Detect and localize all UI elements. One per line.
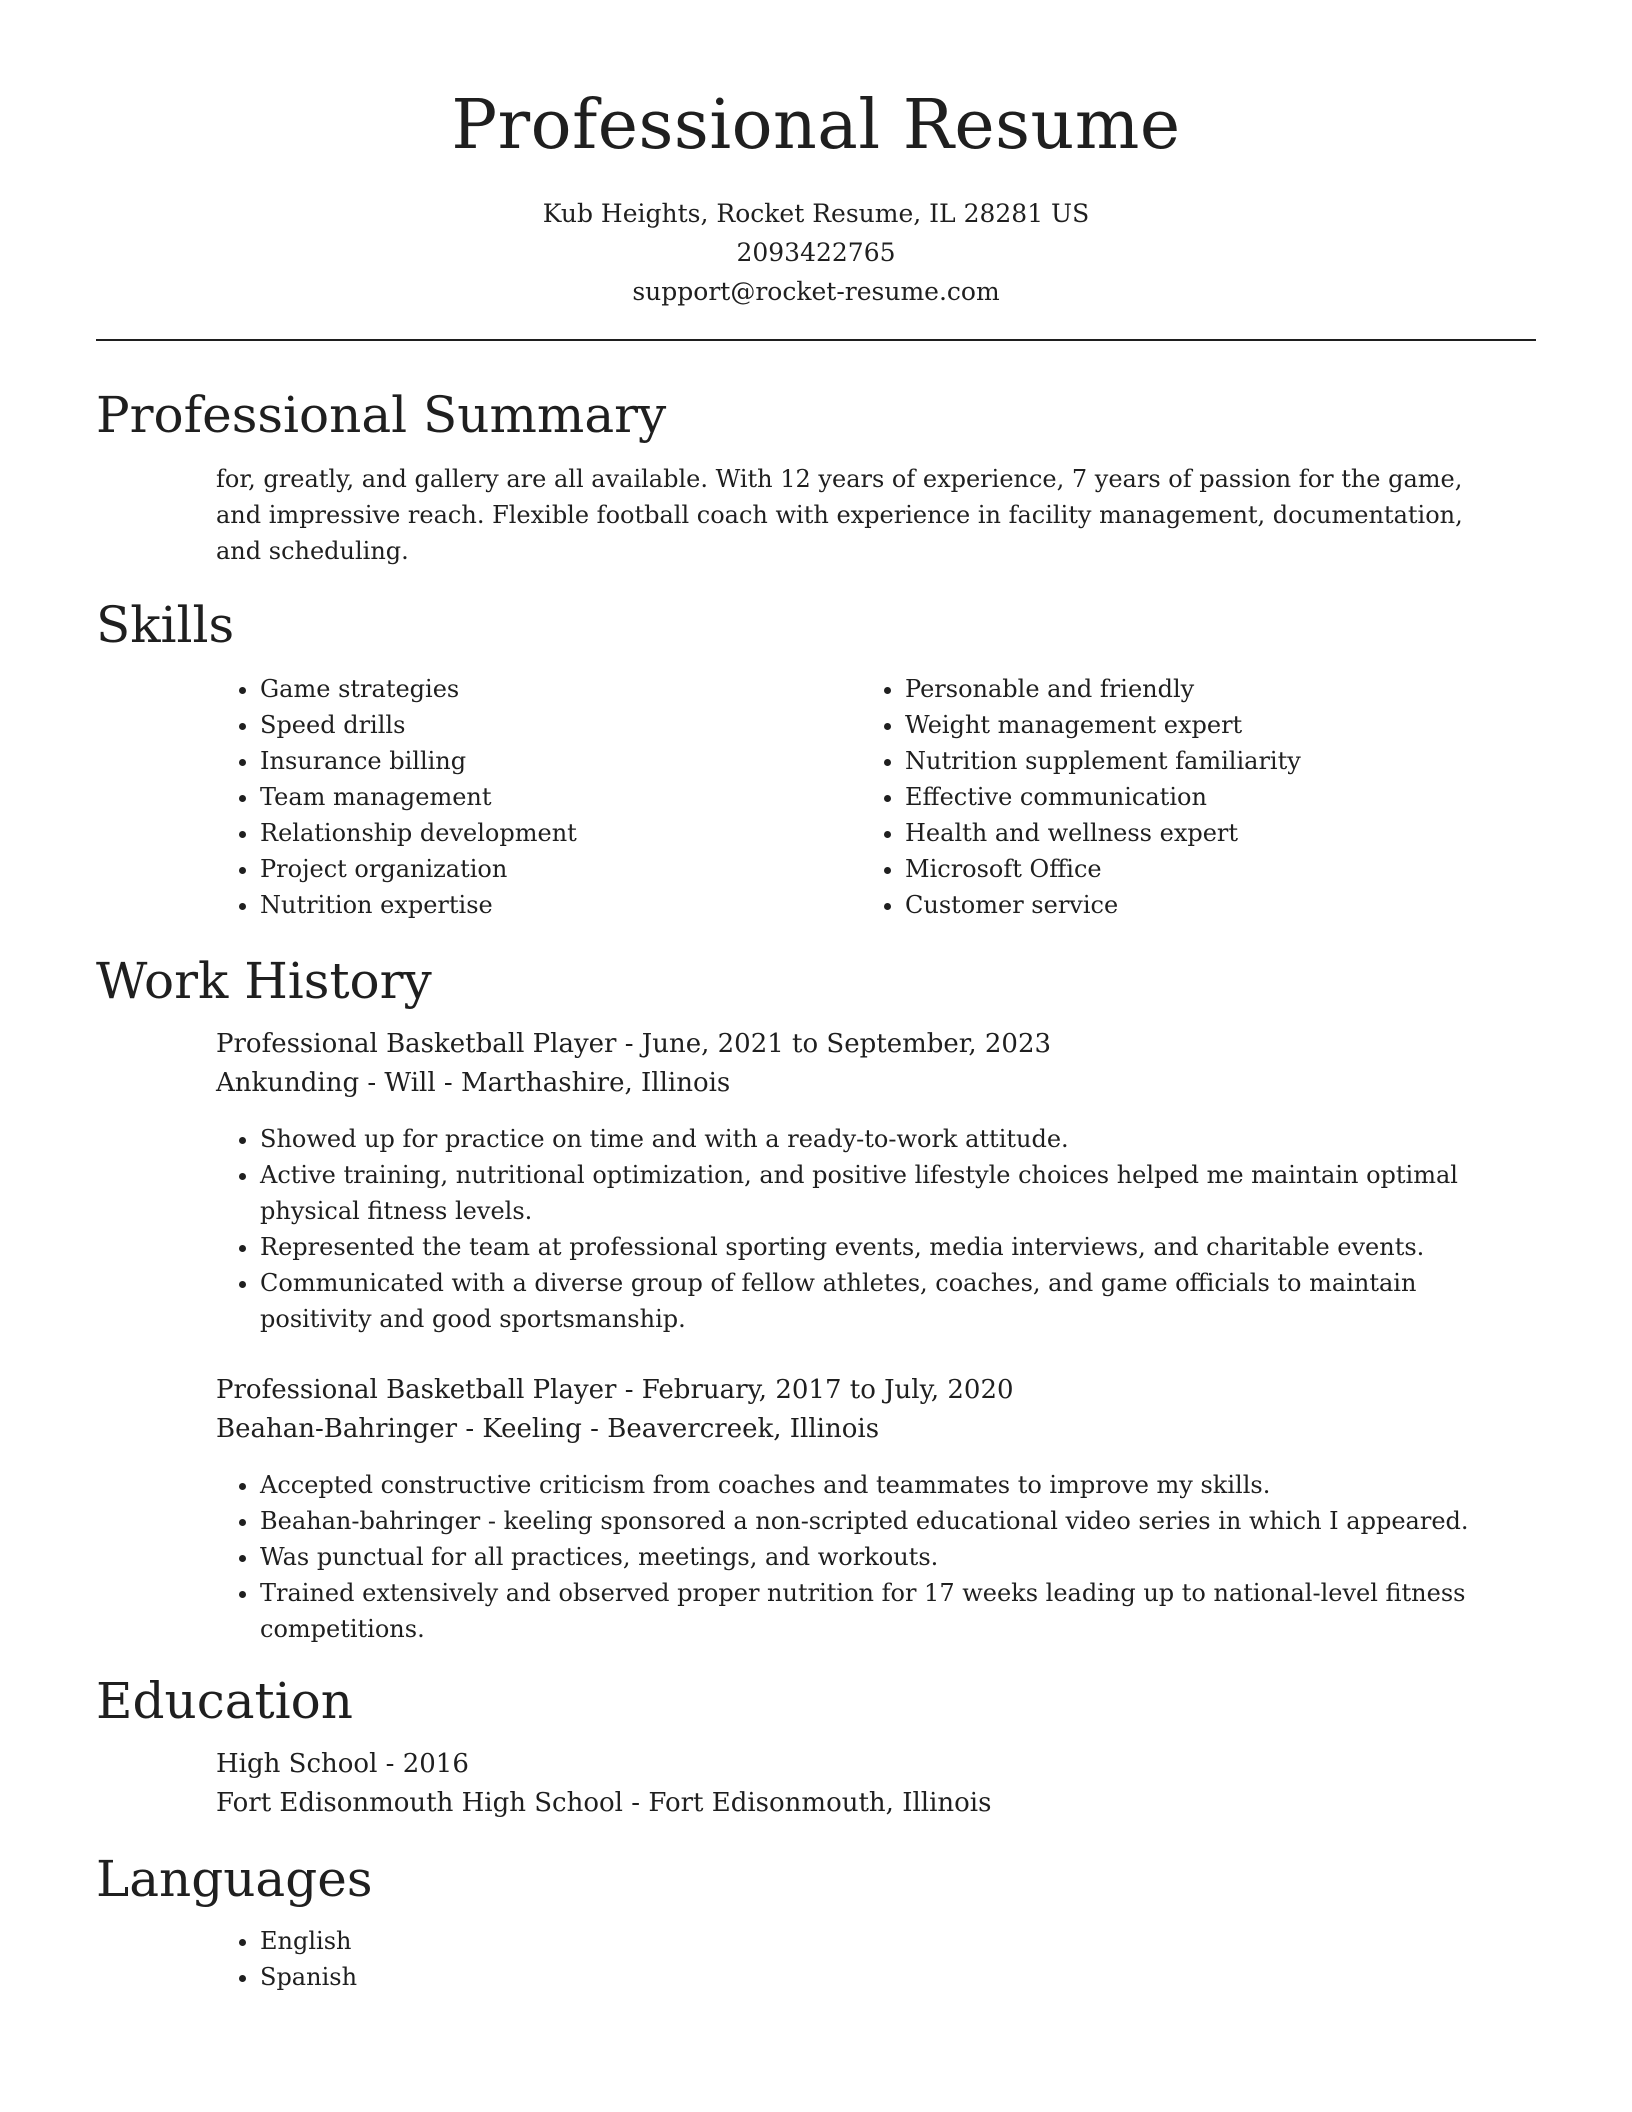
separator: -	[581, 1414, 608, 1444]
skill-item: • Game strategies	[260, 671, 861, 707]
skills-list-left	[216, 671, 861, 923]
skills-heading: Skills	[96, 596, 235, 654]
education-school-line	[216, 1784, 1506, 1823]
education-location: Fort Edisonmouth, Illinois	[648, 1788, 992, 1818]
resume-page	[96, 0, 1536, 2112]
education-school: Fort Edisonmouth High School	[216, 1788, 623, 1818]
resume-header	[96, 0, 1536, 311]
education-year: 2016	[402, 1749, 469, 1779]
job-position: Professional Basketball Player	[216, 1029, 617, 1059]
job-bullet: • Was punctual for all practices, meetings, and workouts.	[260, 1539, 1506, 1575]
skill-item: • Effective communication	[905, 779, 1506, 815]
education-entry	[216, 1745, 1506, 1823]
job-bullet: • Active training, nutritional optimization, and positive lifestyle choices helped me maintain optimal physical fitness levels.	[260, 1157, 1506, 1229]
summary-text: for, greatly, and gallery are all available. With 12 years of experience, 7 years of passion for the game, and impressive reach. Flexible football coach with experience in facility management, documentation, and scheduling.	[216, 465, 1463, 565]
languages-section	[96, 1847, 1536, 1995]
job-dates: June, 2021 to September, 2023	[641, 1029, 1052, 1059]
skill-item: • Customer service	[905, 887, 1506, 923]
languages-list	[216, 1923, 1506, 1995]
job-bullet: • Accepted constructive criticism from coaches and teammates to improve my skills.	[260, 1467, 1506, 1503]
skills-section	[96, 593, 1536, 923]
job-dates: February, 2017 to July, 2020	[641, 1375, 1014, 1405]
language-item: • Spanish	[260, 1959, 1506, 1995]
education-degree-line	[216, 1745, 1506, 1784]
summary-heading: Professional Summary	[96, 386, 667, 444]
job-company-line	[216, 1410, 1506, 1449]
skill-item: • Microsoft Office	[905, 851, 1506, 887]
skill-item: • Nutrition expertise	[260, 887, 861, 923]
address: Kub Heights, Rocket Resume, IL 28281 US	[542, 199, 1090, 228]
separator: -	[435, 1068, 461, 1098]
job-bullet: • Represented the team at professional sporting events, media interviews, and charitable events.	[260, 1229, 1506, 1265]
language-item: • English	[260, 1923, 1506, 1959]
job-company: Ankunding - Will	[216, 1068, 436, 1098]
skill-item: • Project organization	[260, 851, 861, 887]
contact-block	[96, 194, 1536, 311]
separator: -	[616, 1029, 642, 1059]
skills-list-right	[861, 671, 1506, 923]
job-bullet: • Trained extensively and observed proper nutrition for 17 weeks leading up to national-level fitness competitions.	[260, 1575, 1506, 1647]
job-bullet: • Showed up for practice on time and with a ready-to-work attitude.	[260, 1121, 1506, 1157]
job-company: Beahan-Bahringer - Keeling	[216, 1414, 582, 1444]
job-bullets	[216, 1121, 1506, 1337]
work-heading: Work History	[96, 952, 432, 1010]
job-location: Marthashire, Illinois	[460, 1068, 731, 1098]
education-section	[96, 1669, 1536, 1823]
skills-columns	[216, 671, 1506, 923]
job-entry	[216, 1025, 1506, 1337]
skill-item: • Team management	[260, 779, 861, 815]
skill-item: • Personable and friendly	[905, 671, 1506, 707]
separator: -	[623, 1788, 649, 1818]
summary-section	[96, 383, 1536, 569]
job-title-line	[216, 1025, 1506, 1064]
job-company-line	[216, 1064, 1506, 1103]
skill-item: • Nutrition supplement familiarity	[905, 743, 1506, 779]
job-location: Beavercreek, Illinois	[607, 1414, 880, 1444]
skill-item: • Insurance billing	[260, 743, 861, 779]
email: support@rocket-resume.com	[632, 277, 1000, 306]
header-divider	[96, 339, 1536, 341]
languages-heading: Languages	[96, 1850, 373, 1908]
job-bullet: • Beahan-bahringer - keeling sponsored a non-scripted educational video series in which I appeared.	[260, 1503, 1506, 1539]
education-heading: Education	[96, 1672, 353, 1730]
phone: 2093422765	[736, 238, 896, 267]
job-position: Professional Basketball Player	[216, 1375, 617, 1405]
skill-item: • Health and wellness expert	[905, 815, 1506, 851]
job-title-line	[216, 1371, 1506, 1410]
job-entry	[216, 1371, 1506, 1647]
resume-title: Professional Resume	[451, 86, 1181, 165]
education-degree: High School	[216, 1749, 378, 1779]
job-bullet: • Communicated with a diverse group of fellow athletes, coaches, and game officials to maintain positivity and good sportsmanship.	[260, 1265, 1506, 1337]
separator: -	[377, 1749, 403, 1779]
work-section	[96, 949, 1536, 1647]
skill-item: • Relationship development	[260, 815, 861, 851]
skill-item: • Speed drills	[260, 707, 861, 743]
skill-item: • Weight management expert	[905, 707, 1506, 743]
job-bullets	[216, 1467, 1506, 1647]
separator: -	[616, 1375, 642, 1405]
